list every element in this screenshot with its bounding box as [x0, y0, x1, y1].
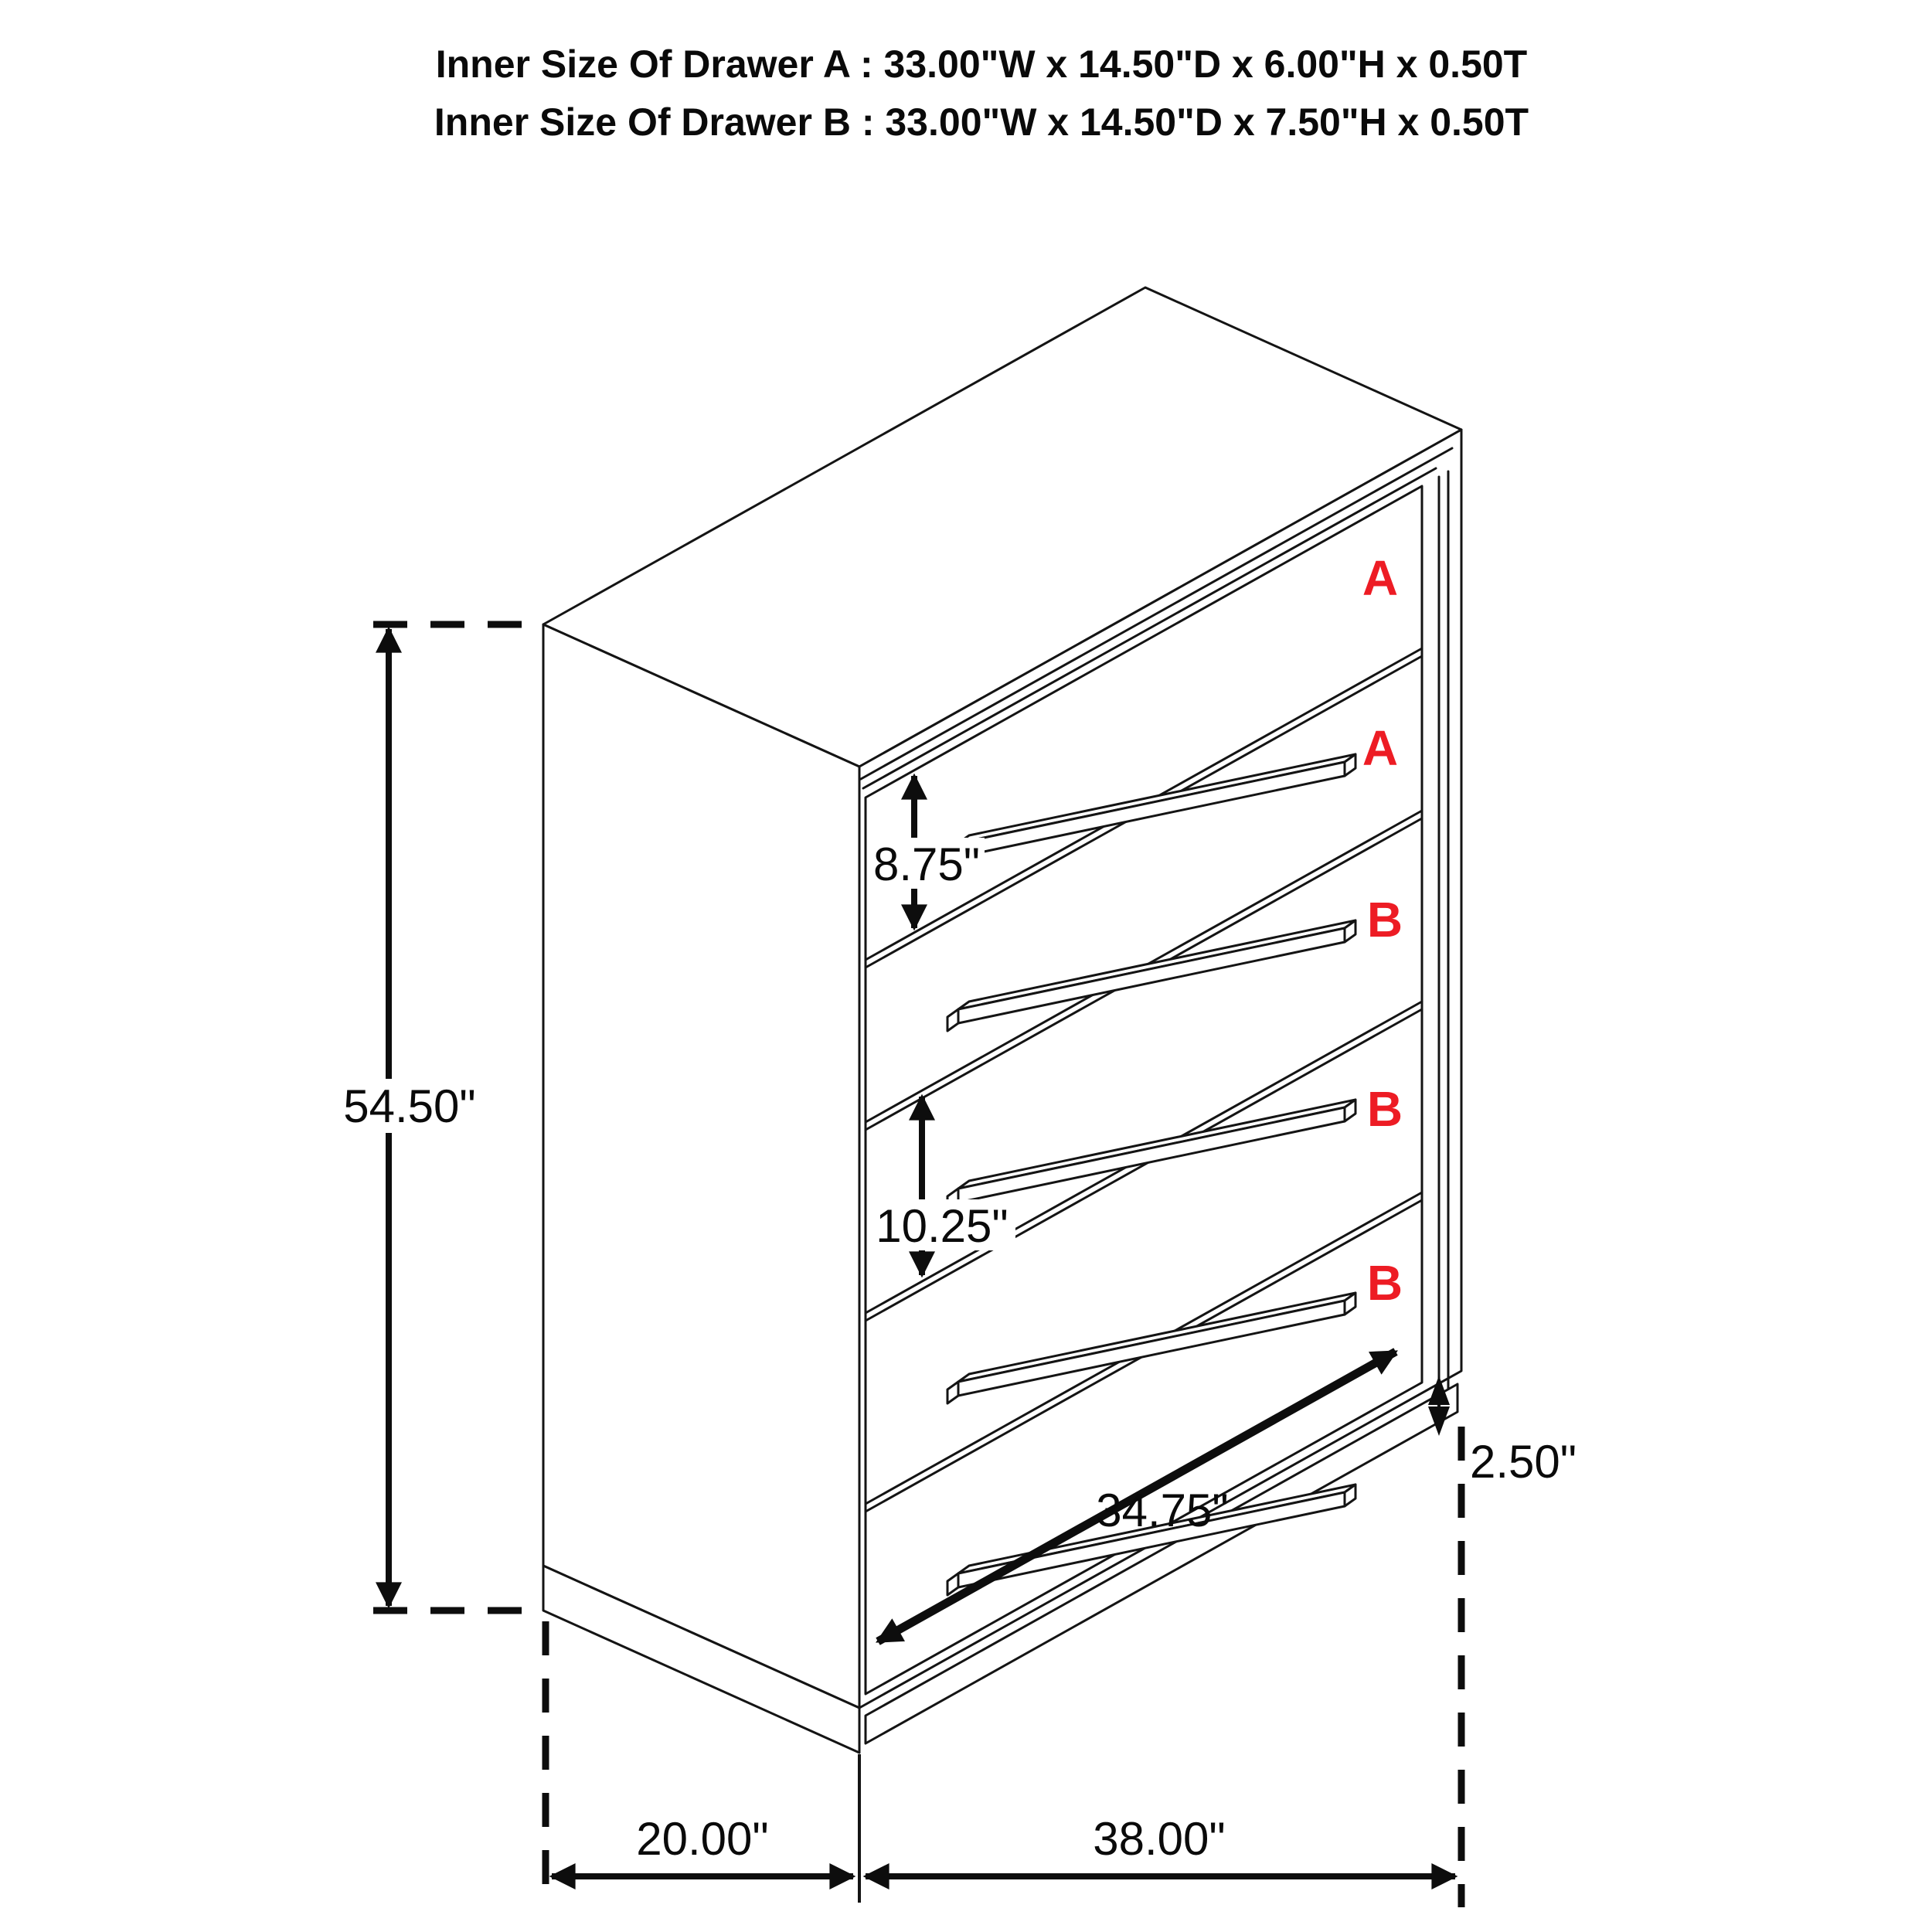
title-line-1: Inner Size Of Drawer A : 33.00"W x 14.50"D x 6.00"H x 0.50T: [435, 43, 1528, 86]
dim-label-depth: 20.00": [636, 1813, 769, 1865]
chest-side-panel: [543, 624, 859, 1708]
dim-label-width: 38.00": [1093, 1813, 1226, 1865]
drawer-label-b-3: B: [1366, 1255, 1403, 1311]
drawer-label-b-2: B: [1366, 1081, 1403, 1137]
dim-label-drawer-b-height: 10.25": [876, 1200, 1009, 1252]
dim-label-overall-height: 54.50": [343, 1080, 476, 1132]
drawer-label-b-1: B: [1366, 892, 1403, 947]
drawer-label-a-1: A: [1362, 550, 1399, 606]
title-line-2: Inner Size Of Drawer B : 33.00"W x 14.50"D x 7.50"H x 0.50T: [434, 100, 1529, 144]
dim-label-base-height: 2.50": [1470, 1436, 1577, 1488]
drawer-label-a-2: A: [1362, 720, 1399, 776]
dim-label-drawer-a-height: 8.75": [872, 838, 981, 890]
dim-label-drawer-width: 34.75": [1096, 1485, 1229, 1536]
